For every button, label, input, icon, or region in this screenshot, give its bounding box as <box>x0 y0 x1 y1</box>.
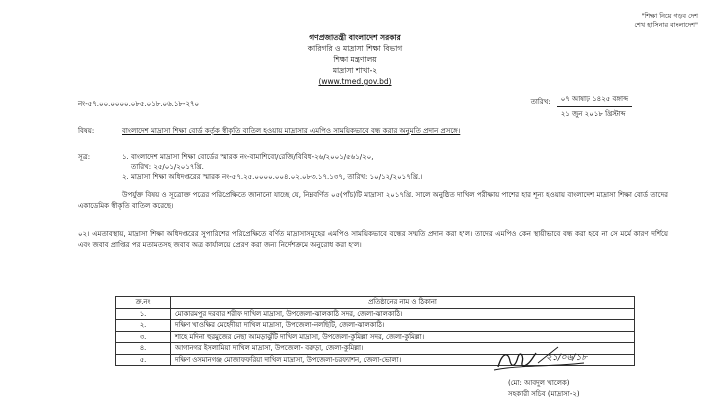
paragraph-2: ০২। এমতাবস্থায়, মাদ্রাসা শিক্ষা অধিদপ্তরের সুপারিশের পরিপ্রেক্ষিতে বর্ণিত মাদ্রাসাসমূহের এমপিও সাময়িকভাবে বন্ধের সম্মতি প্রদান করা হ'ল। তাদের এমপিও কেন স্থায়ীভাবে বন্ধ করা হবে না সে মর্মে কারণ দর্শিয়ে এবং জবাব প্রাপ্তির পর মতামতসহ জবাব অত্র কার্যালয়ে প্রেরণ করা জন্য নির্দেশক্রমে অনুরোধ করা হ'ল। <box>78 230 668 249</box>
column-header-name: প্রতিষ্ঠানের নাম ও ঠিকানা <box>171 297 635 309</box>
reference-label: সূত্র: <box>78 153 91 161</box>
signer-designation: সহকারী সচিব (মাদ্রাসা-২) <box>508 390 580 398</box>
website-link[interactable]: (www.tmed.gov.bd) <box>318 77 392 86</box>
row-serial: ১. <box>116 308 171 320</box>
row-serial: ২. <box>116 320 171 332</box>
row-institution: শাহে মদিনা হুরমুজের নেছা আমড়াঝুঁটি দাখিল মাদ্রাসা, উপজেলা-কুমিল্লা সদর, জেলা-কুমিল্লা। <box>171 331 635 343</box>
row-institution: দক্ষিণ খাওক্ষির মেহেদীয়া দাখিল মাদ্রাসা, উপজেলা-নলছিটি, জেলা-ঝালকাঠি। <box>171 320 635 332</box>
reference-item: তারিখ: ২৫/০১/২০১৭খ্রি. <box>131 163 204 171</box>
table-row <box>116 331 635 343</box>
table-row <box>116 320 635 332</box>
branch-name: মাদ্রাসা শাখা-২ <box>332 66 378 75</box>
ministry-name: শিক্ষা মন্ত্রণালয় <box>333 55 377 64</box>
table-header-row <box>116 297 635 309</box>
motto <box>634 12 698 30</box>
row-serial: ৪. <box>116 343 171 355</box>
date-label: তারিখ: <box>530 98 551 106</box>
signer-name: (মো: আবদুল খালেক) <box>508 379 570 387</box>
paragraph-1: উপর্যুক্ত বিষয় ও সূত্রোক্ত পত্রের পরিপ্রেক্ষিতে জানানো যাচ্ছে যে, নিম্নবর্ণিত ০৫(পাঁচ)টি মাদ্রাসা ২০১৭খ্রি. সালে অনুষ্ঠিত দাখিল পরীক্ষায় পাশের হার শূন্য হওয়ায় বাংলাদেশ মাদ্রাসা শিক্ষা বোর্ড তাদের একাডেমিক স্বীকৃতি বাতিল করেছে। <box>78 191 668 210</box>
motto-line-2: শেখ হাসিনার বাংলাদেশ" <box>634 21 698 29</box>
signature-date: ২১/০৬/১৮ <box>546 353 588 363</box>
letterhead <box>0 32 710 87</box>
row-institution: দক্ষিণ ওসমানগঞ্জ মোজাফফরিয়া দাখিল মাদ্রাসা, উপজেলা-চরফ্যাশন, জেলা-ভোলা। <box>171 354 635 366</box>
date-bangla: ০৭ আষাঢ় ১৪২৫ বঙ্গাব্দ <box>557 93 632 107</box>
row-serial: ৩. <box>116 331 171 343</box>
memo-number: নং-৫৭.০০.০০০০.০৮৫.০১৮.০৬.১৮-২৭০ <box>78 100 200 108</box>
reference-item: ১. বাংলাদেশ মাদ্রাসা শিক্ষা বোর্ডের স্মারক নং-বামাশিবো/রেজি/বিবিধ-২৬/২০০১/৫৬১/২০, <box>122 153 374 161</box>
subject-label: বিষয়: <box>78 127 95 135</box>
column-header-serial: ক্র.নং <box>116 297 171 309</box>
row-serial: ৫. <box>116 354 171 366</box>
division-name: কারিগরি ও মাদ্রাসা শিক্ষা বিভাগ <box>307 44 403 53</box>
table-row <box>116 308 635 320</box>
motto-line-1: "শিক্ষা নিয়ে গড়ব দেশ <box>641 12 698 20</box>
date-block <box>531 93 632 120</box>
reference-item: ২. মাদ্রাসা শিক্ষা অধিদপ্তরের স্মারক নং-৫৭.২৫.০০০০.০০৪.০২.০৮৩.১৭.১৩৭, তারিখ: ১০/১২/২০১৭খ্রি.। <box>122 173 423 181</box>
row-institution: আগানগর ইসলামিয়া দাখিল মাদ্রাসা, উপজেলা- বরুড়া, জেলা-কুমিল্লা। <box>171 343 635 355</box>
government-name: গণপ্রজাতন্ত্রী বাংলাদেশ সরকার <box>309 33 401 42</box>
date-english: ২১ জুন ২০১৮ খ্রিস্টাব্দ <box>560 110 626 118</box>
reference-block <box>78 152 668 182</box>
subject-line <box>78 126 668 137</box>
row-institution: মোকারমপুর দরবার শরীফ দাখিল মাদ্রাসা, উপজেলা-ঝালকাঠি সদর, জেলা-ঝালকাঠি। <box>171 308 635 320</box>
subject-text: বাংলাদেশ মাদ্রাসা শিক্ষা বোর্ড কর্তৃক স্বীকৃতি বাতিল হওয়ায় মাদ্রাসার এমপিও সাময়িকভাবে বন্ধ করার অনুমতি প্রদান প্রসঙ্গে। <box>122 127 461 135</box>
handwritten-signature <box>488 343 618 375</box>
